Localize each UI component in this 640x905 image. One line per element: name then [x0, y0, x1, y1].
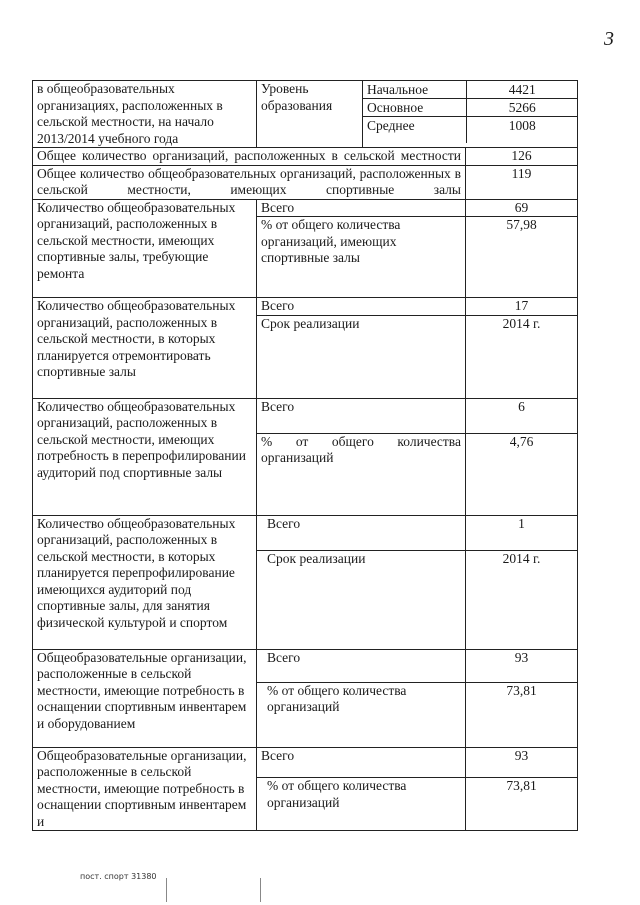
table-row-orgs-with-gyms — [33, 165, 578, 199]
group-label: Общеобразовательные организации, расположенные в сельской местности, имеющие потребность в оснащении спортивным инвентарем и — [33, 747, 257, 831]
students-label: в общеобразовательных организациях, расположенных в сельской местности, на начало 2013/2014 учебного года — [33, 81, 257, 148]
divider — [166, 878, 167, 902]
table-row — [33, 298, 578, 316]
divider — [260, 878, 261, 902]
sub-value: 73,81 — [466, 682, 578, 747]
group-label: Общеобразовательные организации, расположенные в сельской местности, имеющие потребность в оснащении спортивным инвентарем и оборудованием — [33, 649, 257, 747]
footer-note: пост. спорт 31380 — [80, 872, 157, 881]
table-row-total-orgs — [33, 148, 578, 166]
table-row — [363, 117, 578, 144]
data-table — [32, 80, 578, 831]
sub-value: 1 — [466, 515, 578, 550]
orgs-with-gyms-label: Общее количество общеобразовательных организаций, расположенных в сельской местности, имеющих спортивные залы — [33, 165, 466, 199]
sub-label: Всего — [257, 747, 466, 778]
sub-label: Всего — [257, 298, 466, 316]
sub-label: Всего — [257, 649, 466, 682]
level-value: 4421 — [466, 81, 578, 99]
group-label: Количество общеобразовательных организаций, расположенных в сельской местности, в которых планируется перепрофилирование имеющихся аудиторий под спортивные залы, для занятия физической культурой и спортом — [33, 515, 257, 649]
table-row — [33, 199, 578, 217]
table-row — [363, 99, 578, 117]
sub-label: Срок реализации — [257, 315, 466, 398]
level-name: Среднее — [363, 117, 466, 144]
table-row-students — [33, 81, 578, 148]
table-row — [33, 747, 578, 778]
total-orgs-label: Общее количество организаций, расположенных в сельской местности — [33, 148, 466, 166]
sub-label: % от общего количества организаций — [257, 778, 466, 831]
sub-value: 2014 г. — [466, 550, 578, 649]
group-label: Количество общеобразовательных организаций, расположенных в сельской местности, имеющих потребность в перепрофилировании аудиторий под спортивные залы — [33, 398, 257, 515]
sub-value: 93 — [466, 747, 578, 778]
sub-label: % от общего количества организаций, имеющих спортивные залы — [257, 217, 466, 298]
sub-value: 57,98 — [466, 217, 578, 298]
level-name: Начальное — [363, 81, 466, 99]
page-number: 3 — [604, 28, 614, 50]
sub-label: % от общего количества организаций — [257, 682, 466, 747]
level-value: 1008 — [508, 118, 536, 133]
sub-label: Всего — [257, 199, 466, 217]
group-label: Количество общеобразовательных организаций, расположенных в сельской местности, имеющих спортивные залы, требующие ремонта — [33, 199, 257, 298]
sub-value: 17 — [466, 298, 578, 316]
sub-value: 2014 г. — [466, 315, 578, 398]
total-orgs-value: 126 — [466, 148, 578, 166]
group-label: Количество общеобразовательных организаций, расположенных в сельской местности, в которых планируется отремонтировать спортивные залы — [33, 298, 257, 399]
level-name: Основное — [363, 99, 466, 117]
sub-value: 6 — [466, 398, 578, 433]
sub-label: Срок реализации — [257, 550, 466, 649]
table-row — [33, 398, 578, 433]
level-value: 5266 — [466, 99, 578, 117]
sub-value: 73,81 — [466, 778, 578, 831]
table-row — [363, 81, 578, 99]
table-row — [33, 515, 578, 550]
level-breakdown — [363, 81, 578, 148]
level-label: Уровень образования — [257, 81, 363, 148]
sub-label: Всего — [257, 398, 466, 433]
sub-value: 4,76 — [466, 433, 578, 515]
sub-label: Всего — [257, 515, 466, 550]
orgs-with-gyms-value: 119 — [466, 165, 578, 199]
sub-label: % от общего количества организаций — [257, 433, 466, 515]
sub-value: 93 — [466, 649, 578, 682]
sub-value: 69 — [466, 199, 578, 217]
table-row — [33, 649, 578, 682]
